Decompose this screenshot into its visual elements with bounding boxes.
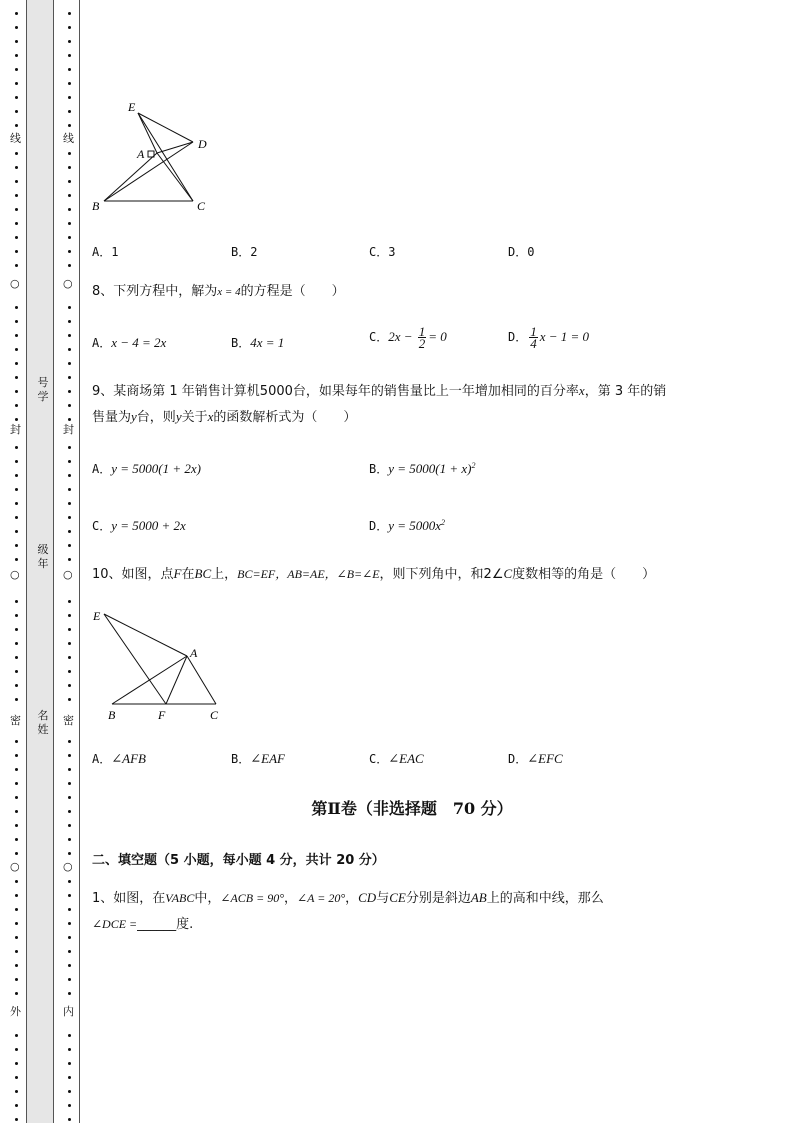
dot [15,698,18,701]
outer-label-xian: 线 [10,132,21,145]
dot [15,12,18,15]
q9-text: 9、某商场第 1 年销售计算机5000台，如果每年的销售量比上一年增加相同的百分率 [92,384,579,399]
option-label: A． [92,336,112,350]
numerator: 1 [530,324,537,339]
inner-label-feng: 封 [63,423,74,436]
dot [15,600,18,603]
dot [68,600,71,603]
dot [68,54,71,57]
dot [15,1104,18,1107]
dot [15,1062,18,1065]
option-expr: ∠EFC [527,751,563,766]
answer-blank[interactable]: ______ [137,917,177,932]
dot [68,194,71,197]
dot [68,1048,71,1051]
dot [68,530,71,533]
option-expr: y = 5000(1 + 2x) [111,461,201,476]
option-label: B． [369,462,389,476]
dot [68,26,71,29]
dot [68,642,71,645]
dot [15,306,18,309]
q10-text: 上， [211,567,238,582]
q10-option-c [369,750,424,767]
fill1-text: 1、如图，在 [92,891,166,906]
option-label: A． [92,462,112,476]
dot [68,166,71,169]
dot [68,656,71,659]
q10-angle-c: C [503,566,513,581]
fraction [529,326,538,349]
q10-text: ，则下列角中，和2∠ [379,567,504,582]
q7-label-c: C [197,199,206,213]
q9-option-b [369,460,475,477]
q10-option-b [231,750,285,767]
q9-text: ，第 3 年的销 [584,384,667,399]
dot [15,782,18,785]
dot [15,614,18,617]
dot [68,740,71,743]
q7-option-a: A．1 [92,245,119,259]
dot [68,1034,71,1037]
dot [15,376,18,379]
exponent: 2 [441,518,446,527]
dot [68,782,71,785]
dot [68,516,71,519]
dot [15,936,18,939]
outer-label-mi: 密 [10,714,21,727]
dot [15,796,18,799]
dot [15,208,18,211]
q9-text: 的函数解析式为（ ） [213,410,357,425]
dot [15,96,18,99]
inner-label-xian: 线 [63,132,74,145]
dot [68,754,71,757]
fill1-text: 分别是斜边 [405,891,471,906]
outer-label-circle: ○ [10,860,20,873]
option-expr: y = 5000(1 + x) [388,461,472,476]
q8-option-a [92,334,166,351]
dot [15,978,18,981]
dot [68,768,71,771]
dot [68,558,71,561]
dot [68,698,71,701]
option-expr: x − 1 = 0 [539,329,590,344]
dot [15,166,18,169]
dot [15,460,18,463]
q7-label-b: B [92,199,100,213]
dot [68,824,71,827]
q10-label-e: E [93,609,101,623]
numerator: 1 [418,324,426,339]
option-expr: 4x = 1 [250,335,285,350]
fill1-segment-ab: AB [470,890,487,905]
dot [15,810,18,813]
dot [68,460,71,463]
dot [68,628,71,631]
dot [15,642,18,645]
inner-label-circle: ○ [63,568,73,581]
dot [68,68,71,71]
dot [68,614,71,617]
dot [68,348,71,351]
dot [68,544,71,547]
denominator: 2 [418,336,426,351]
dot [68,390,71,393]
fill1-stem-line2 [92,912,193,937]
dot [15,334,18,337]
outer-label-feng: 封 [10,423,21,436]
dot [68,96,71,99]
dot [15,922,18,925]
option-expr: = 0 [428,329,447,344]
dot [68,1090,71,1093]
dot [15,54,18,57]
dot [15,82,18,85]
dot [68,446,71,449]
fill1-text: 度. [176,917,194,932]
dot [15,1048,18,1051]
dot [68,222,71,225]
outer-label-wai: 外 [10,1005,21,1018]
dot [68,488,71,491]
dot [15,964,18,967]
outer-label-circle: ○ [10,277,20,290]
fill1-triangle: VABC [165,891,195,905]
q7-option-d: D．0 [508,245,535,259]
dot [68,964,71,967]
dot [68,208,71,211]
dot [15,320,18,323]
q7-label-a: A [137,147,145,161]
dot [15,362,18,365]
option-label: C． [92,519,112,533]
dot [15,152,18,155]
q8-option-d [508,326,589,349]
q9-text: 售量为 [92,410,132,425]
q7-label-d: D [198,137,207,151]
dot [68,880,71,883]
dot [15,68,18,71]
dot [68,1104,71,1107]
q10-point-f: F [173,566,182,581]
dot [68,908,71,911]
binding-line [79,0,80,1123]
dot [15,880,18,883]
inner-label-circle: ○ [63,277,73,290]
dot [15,838,18,841]
dot [68,474,71,477]
option-label: D． [508,330,528,344]
option-label: C． [369,330,389,344]
dot [68,992,71,995]
dot [68,950,71,953]
q8-stem-end: 的方程是（ ） [240,284,345,299]
option-expr: y = 5000 + 2x [111,518,186,533]
dot [15,348,18,351]
q9-text: 台，则 [136,410,176,425]
exponent: 2 [471,461,476,470]
dot [68,1062,71,1065]
q9-option-d [369,517,445,534]
q10-stem [92,562,655,587]
fill1-text: 上的高和中线，那么 [486,891,604,906]
fill1-condition: ∠ACB = 90° [220,891,285,905]
q7-option-c: C．3 [369,245,396,259]
fill1-expr: ∠DCE = [92,917,138,931]
q9-stem-line2 [92,405,356,430]
dot [68,922,71,925]
dot [68,670,71,673]
student-id-field: 号学 [37,376,49,403]
dot [68,1118,71,1121]
dot [15,404,18,407]
q9-option-a [92,460,201,477]
dot [68,838,71,841]
dot [68,250,71,253]
name-field: 名姓 [37,709,49,736]
dot [68,936,71,939]
dot [15,530,18,533]
section-title: 第Ⅱ卷（非选择题 70 分） [311,799,513,818]
grade-field: 级年 [37,543,49,570]
dot [68,40,71,43]
q8-option-b [231,334,284,351]
q10-label-c: C [210,708,219,722]
dot [15,1118,18,1121]
dot [15,124,18,127]
q10-figure [92,605,232,725]
q8-condition: x = 4 [217,286,241,298]
dot [15,180,18,183]
fill1-segment-cd: CD [358,890,377,905]
dot [68,376,71,379]
dot [15,222,18,225]
q10-option-d [508,750,563,767]
dot [15,544,18,547]
denominator: 4 [530,336,537,351]
dot [15,474,18,477]
dot [15,502,18,505]
dot [15,670,18,673]
q7-figure [92,98,222,218]
q10-text: 10、如图，点 [92,567,174,582]
dot [15,558,18,561]
fraction [418,326,427,349]
dot [15,236,18,239]
fill1-text: ， [284,891,298,906]
dot [68,502,71,505]
option-expr: ∠AFB [111,751,146,766]
option-expr: 2x − [388,329,416,344]
q10-label-f: F [158,708,166,722]
dot [68,978,71,981]
dot [15,740,18,743]
dot [15,488,18,491]
dot [15,1076,18,1079]
dot [68,264,71,267]
dot [68,180,71,183]
dot [68,124,71,127]
q9-var-y: y [131,409,137,424]
dot [68,306,71,309]
q10-text: 在 [181,567,195,582]
dot [15,852,18,855]
dot [15,992,18,995]
dot [15,684,18,687]
option-label: D． [369,519,389,533]
part-heading: 二、填空题（5 小题，每小题 4 分，共计 20 分） [92,853,385,868]
dot [15,110,18,113]
fill1-text: 中， [194,891,221,906]
dot [15,1090,18,1093]
option-expr: ∠EAF [250,751,285,766]
dot [15,418,18,421]
dot [68,362,71,365]
dot [68,418,71,421]
q8-stem-text: 8、下列方程中，解为 [92,284,218,299]
q10-condition: BC=EF，AB=AE，∠B=∠E [237,567,380,581]
dot [68,796,71,799]
q10-option-a [92,750,146,767]
dot [15,40,18,43]
dot [15,264,18,267]
q10-text: 度数相等的角是（ ） [512,567,656,582]
q9-text: 关于 [181,410,208,425]
fill1-condition: ∠A = 20° [297,891,346,905]
option-expr: y = 5000x [388,518,442,533]
option-label: B． [231,336,251,350]
q8-option-c [369,326,447,349]
dot [68,320,71,323]
option-label: D． [508,752,528,766]
dot [15,824,18,827]
dot [15,754,18,757]
dot [68,852,71,855]
q7-label-e: E [128,100,136,114]
q9-var-x: x [578,383,585,398]
dot [68,1076,71,1079]
fill1-text: ， [345,891,359,906]
option-label: B． [231,752,251,766]
dot [68,684,71,687]
dot [68,110,71,113]
option-expr: x − 4 = 2x [111,335,167,350]
q9-stem-line1 [92,379,666,404]
dot [68,894,71,897]
option-label: A． [92,752,112,766]
fill1-segment-ce: CE [389,890,406,905]
dot [15,516,18,519]
dot [15,26,18,29]
dot [15,908,18,911]
q9-var-y: y [175,409,182,424]
inner-label-nei: 内 [63,1005,74,1018]
dot [68,236,71,239]
binding-margin [0,0,82,1123]
dot [15,194,18,197]
dot [68,82,71,85]
dot [15,390,18,393]
inner-label-mi: 密 [63,714,74,727]
dot [15,768,18,771]
dot [68,810,71,813]
q7-option-b: B．2 [231,245,258,259]
q10-segment-bc: BC [194,566,212,581]
fill1-text: 与 [376,891,390,906]
option-label: C． [369,752,389,766]
fill1-stem-line1 [92,886,604,911]
dot [15,950,18,953]
dot [15,628,18,631]
dot [15,894,18,897]
outer-label-circle: ○ [10,568,20,581]
dot [68,152,71,155]
inner-label-circle: ○ [63,860,73,873]
q9-option-c [92,517,186,534]
q9-var-x: x [207,409,214,424]
option-expr: ∠EAC [388,751,424,766]
q10-label-b: B [108,708,116,722]
dot [68,334,71,337]
dot [68,404,71,407]
q8-stem [92,280,345,304]
dot [15,250,18,253]
dot [15,446,18,449]
dot [15,1034,18,1037]
dot [68,12,71,15]
dot [15,656,18,659]
q10-label-a: A [190,646,198,660]
